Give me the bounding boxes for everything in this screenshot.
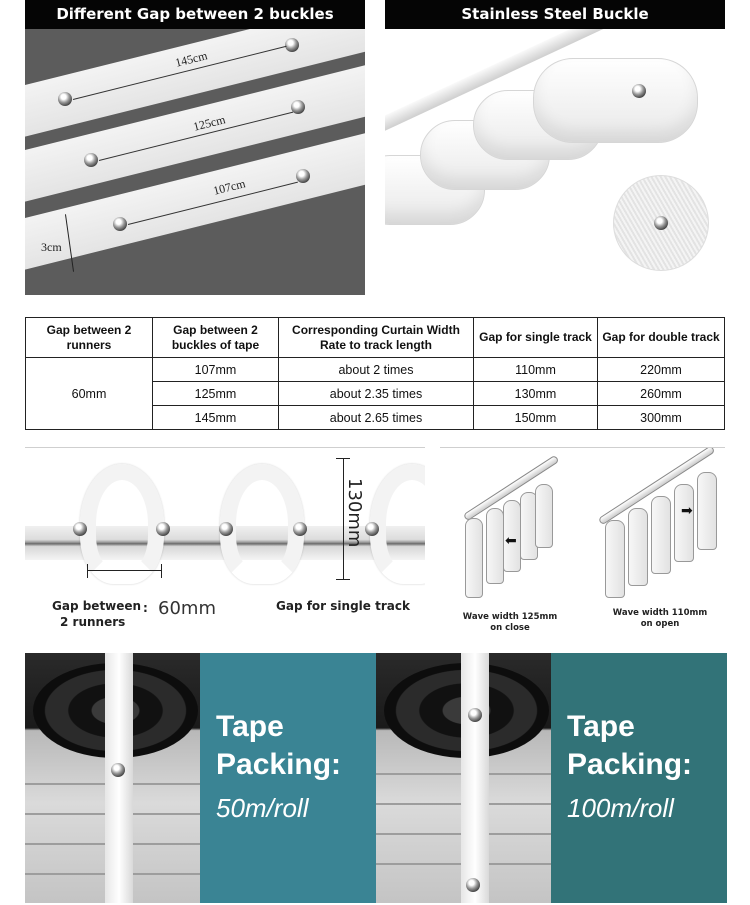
single-track-cell: 150mm xyxy=(474,406,598,430)
packing-amount: 50m/roll xyxy=(216,793,309,823)
packing-section xyxy=(25,653,727,903)
curtain-pleat xyxy=(651,496,671,574)
runner-gap-cell: 60mm xyxy=(26,358,153,430)
width-rate-cell: about 2 times xyxy=(279,358,474,382)
stud-icon xyxy=(466,878,480,892)
width-rate-cell: about 2.65 times xyxy=(279,406,474,430)
stud-icon xyxy=(58,92,72,106)
double-track-cell: 260mm xyxy=(598,382,725,406)
buckle-gap-cell: 107mm xyxy=(153,358,279,382)
stud-icon xyxy=(156,522,170,536)
tape-wave xyxy=(220,464,304,584)
buckle-gap-cell: 125mm xyxy=(153,382,279,406)
stud-icon xyxy=(73,522,87,536)
packing-amount: 100m/roll xyxy=(567,793,674,823)
separator: : xyxy=(143,601,148,615)
tape-strip xyxy=(461,653,489,903)
open-wave-line1: Wave width 110mm xyxy=(612,608,708,618)
stud-icon xyxy=(468,708,482,722)
stud-icon xyxy=(113,217,127,231)
buckle-gap-photo xyxy=(25,0,365,295)
single-track-label: Gap for single track xyxy=(276,599,410,613)
dimension-tick xyxy=(87,564,88,578)
runner-gap-label: Gap between xyxy=(52,599,142,613)
single-track-cell: 130mm xyxy=(474,382,598,406)
track-wave-diagram xyxy=(25,448,425,638)
wave-width-diagram xyxy=(435,448,730,638)
runner-gap-dimension xyxy=(87,570,162,571)
stud-icon xyxy=(654,216,668,230)
open-wave-line2: on open xyxy=(640,619,680,629)
single-track-cell: 110mm xyxy=(474,358,598,382)
spec-table xyxy=(25,317,725,430)
tape-roll-photo-50m xyxy=(25,653,200,903)
dimension-tick xyxy=(161,564,162,578)
packing-title-line2: Packing: xyxy=(216,748,342,781)
header-single-track: Gap for single track xyxy=(474,318,598,358)
tape-strip xyxy=(105,653,133,903)
curtain-pleat xyxy=(674,484,694,562)
curtain-pleat xyxy=(486,508,504,584)
header-width-rate: Corresponding Curtain Width Rate to track length xyxy=(279,318,474,358)
stainless-buckle-photo xyxy=(385,0,725,295)
packing-title-line1: Tape xyxy=(216,710,284,743)
stud-icon xyxy=(219,522,233,536)
curtain-pleat xyxy=(465,518,483,598)
table-header-row xyxy=(26,318,725,358)
curtain-pleat xyxy=(535,484,553,548)
dimension-tick xyxy=(336,579,350,580)
runner-gap-label: 2 runners xyxy=(60,615,126,629)
runner-gap-value: 60mm xyxy=(158,598,216,619)
stud-icon xyxy=(296,169,310,183)
tape-loop xyxy=(533,58,698,143)
gap-label: 145cm xyxy=(173,48,209,70)
tape-wave xyxy=(370,464,425,584)
stud-icon xyxy=(293,522,307,536)
packing-title xyxy=(216,708,341,784)
closed-wave-line1: Wave width 125mm xyxy=(462,612,558,622)
curtain-pleat xyxy=(697,472,717,550)
panel-title: Stainless Steel Buckle xyxy=(385,0,725,29)
stud-icon xyxy=(84,153,98,167)
buckle-closeup xyxy=(613,175,709,271)
table-row xyxy=(26,358,725,382)
closed-wave-line2: on close xyxy=(490,623,530,633)
stud-icon xyxy=(632,84,646,98)
tape-width-label: 3cm xyxy=(41,240,62,254)
gap-label: 107cm xyxy=(211,176,247,198)
open-wave-label xyxy=(595,608,725,630)
packing-title-line2: Packing: xyxy=(567,748,693,781)
gap-label: 125cm xyxy=(191,112,227,134)
buckle-gap-cell: 145mm xyxy=(153,406,279,430)
closed-wave-label xyxy=(445,612,575,634)
packing-info-50m xyxy=(200,653,376,903)
packing-title xyxy=(567,708,692,784)
header-runner-gap: Gap between 2 runners xyxy=(26,318,153,358)
open-arrow-icon: ➡ xyxy=(681,502,693,518)
stud-icon xyxy=(365,522,379,536)
double-track-cell: 220mm xyxy=(598,358,725,382)
packing-info-100m xyxy=(551,653,727,903)
height-label: 130mm xyxy=(344,478,365,548)
width-rate-cell: about 2.35 times xyxy=(279,382,474,406)
dimension-tick xyxy=(336,458,350,459)
stud-icon xyxy=(285,38,299,52)
header-buckle-gap: Gap between 2 buckles of tape xyxy=(153,318,279,358)
stud-icon xyxy=(111,763,125,777)
curtain-pleat xyxy=(628,508,648,586)
close-arrow-icon: ⬅ xyxy=(505,532,517,548)
tape-wave xyxy=(80,464,164,584)
header-double-track: Gap for double track xyxy=(598,318,725,358)
tape-roll-photo-100m xyxy=(376,653,551,903)
packing-title-line1: Tape xyxy=(567,710,635,743)
double-track-cell: 300mm xyxy=(598,406,725,430)
curtain-pleat xyxy=(605,520,625,598)
panel-title: Different Gap between 2 buckles xyxy=(25,0,365,29)
